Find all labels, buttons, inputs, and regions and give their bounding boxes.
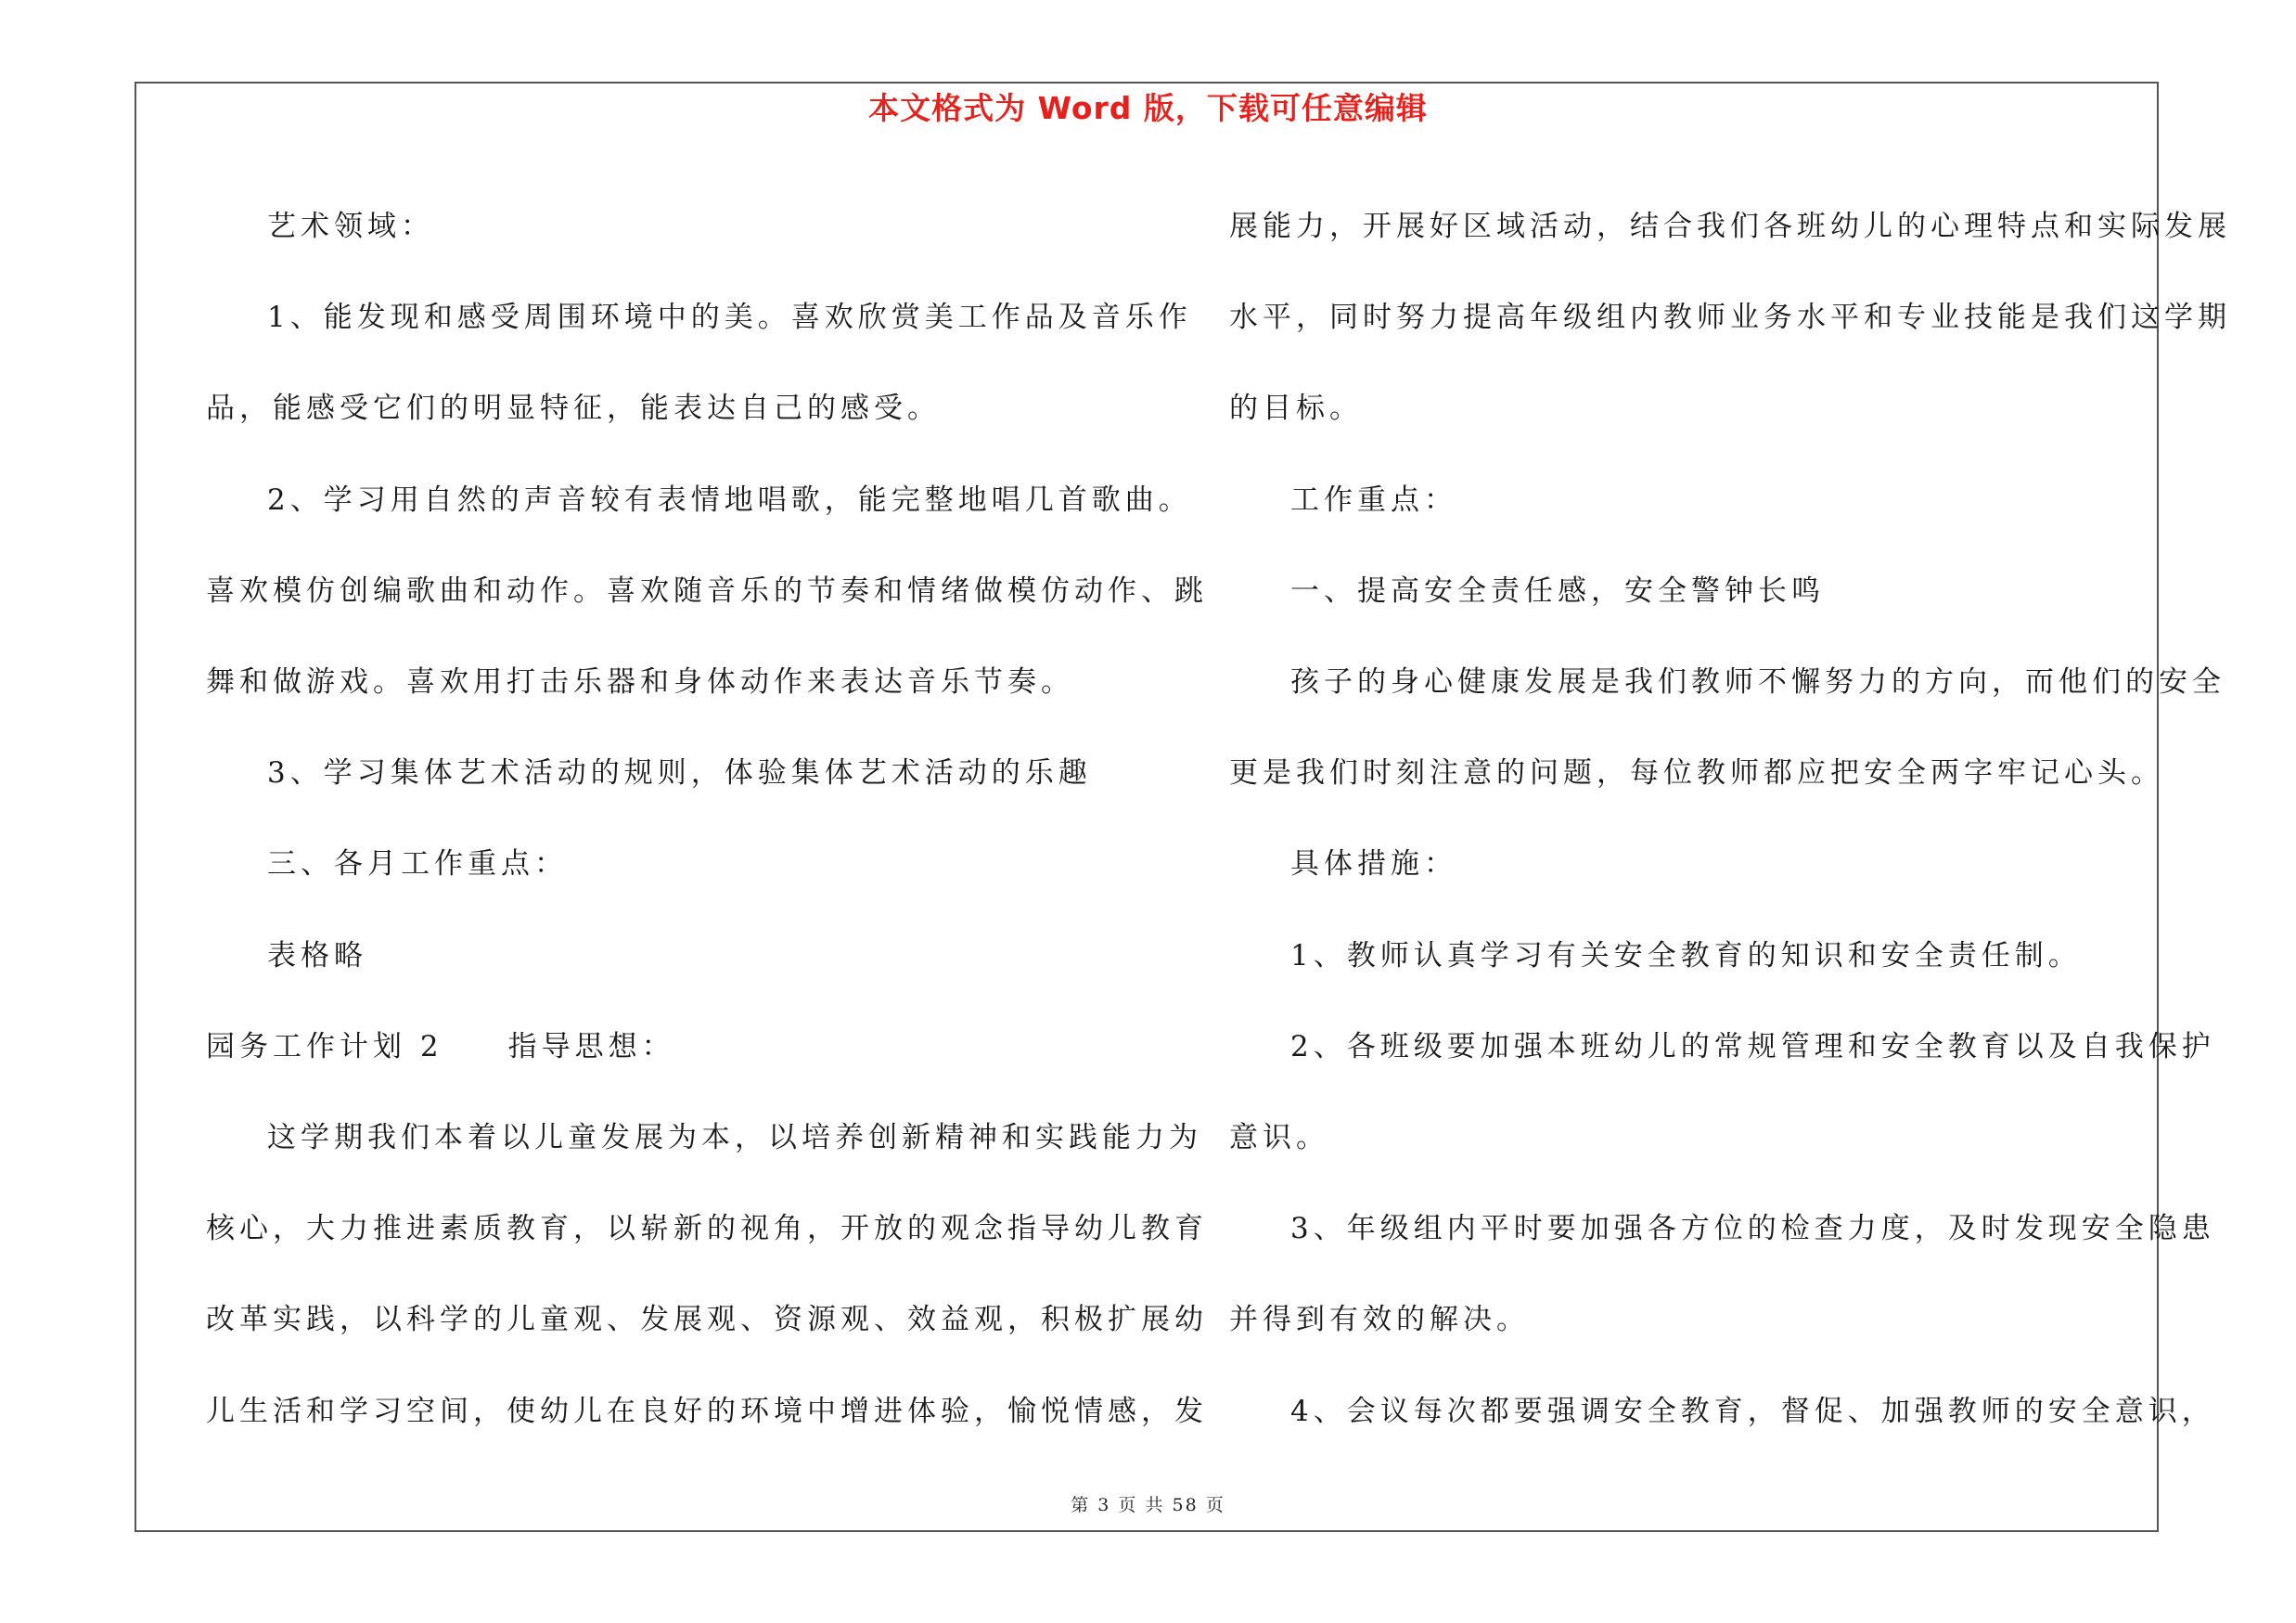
paragraph: 孩子的身心健康发展是我们教师不懈努力的方向，而他们的安全: [1290, 665, 2225, 700]
section-heading: 三、各月工作重点：: [267, 847, 568, 882]
paragraph: 喜欢模仿创编歌曲和动作。喜欢随音乐的节奏和情绪做模仿动作、跳: [206, 573, 1208, 608]
paragraph: 表格略: [267, 938, 367, 973]
page-number-footer: 第 3 页 共 58 页: [1071, 1495, 1225, 1515]
left-column: [206, 181, 1208, 1457]
plan-title: 园务工作计划 2: [206, 1029, 443, 1063]
section-heading: 具体措施：: [1290, 847, 1457, 882]
paragraph: 品，能感受它们的明显特征，能表达自己的感受。: [206, 392, 941, 426]
guiding-thought-heading: 指导思想：: [507, 1029, 675, 1063]
right-column: [1229, 181, 2231, 1457]
paragraph: 意识。: [1229, 1121, 1329, 1155]
paragraph: 核心，大力推进素质教育，以崭新的视角，开放的观念指导幼儿教育: [206, 1212, 1208, 1246]
paragraph: 4、会议每次都要强调安全教育，督促、加强教师的安全意识，: [1290, 1394, 2215, 1428]
paragraph: 3、学习集体艺术活动的规则，体验集体艺术活动的乐趣: [267, 756, 1092, 791]
section-heading: 工作重点：: [1290, 483, 1457, 517]
paragraph: 改革实践，以科学的儿童观、发展观、资源观、效益观，积极扩展幼: [206, 1303, 1208, 1337]
paragraph: 艺术领域：: [267, 210, 434, 243]
paragraph: 这学期我们本着以儿童发展为本，以培养创新精神和实践能力为: [267, 1121, 1202, 1155]
section-heading: 一、提高安全责任感，安全警钟长鸣: [1290, 573, 1825, 608]
plan-title-line: [206, 1001, 1124, 1092]
paragraph: 1、能发现和感受周围环境中的美。喜欢欣赏美工作品及音乐作: [267, 301, 1192, 335]
paragraph: 2、学习用自然的声音较有表情地唱歌，能完整地唱几首歌曲。: [267, 483, 1192, 517]
paragraph: 2、各班级要加强本班幼儿的常规管理和安全教育以及自我保护: [1290, 1029, 2215, 1063]
paragraph: 舞和做游戏。喜欢用打击乐器和身体动作来表达音乐节奏。: [206, 665, 1074, 700]
paragraph: 并得到有效的解决。: [1229, 1303, 1530, 1337]
paragraph: 儿生活和学习空间，使幼儿在良好的环境中增进体验，愉悦情感，发: [206, 1394, 1208, 1428]
paragraph: 的目标。: [1229, 392, 1363, 426]
paragraph: 展能力，开展好区域活动，结合我们各班幼儿的心理特点和实际发展: [1229, 210, 2231, 243]
paragraph: 3、年级组内平时要加强各方位的检查力度，及时发现安全隐患: [1290, 1212, 2215, 1246]
paragraph: 更是我们时刻注意的问题，每位教师都应把安全两字牢记心头。: [1229, 756, 2164, 791]
paragraph: 1、教师认真学习有关安全教育的知识和安全责任制。: [1290, 938, 2082, 973]
paragraph: 水平，同时努力提高年级组内教师业务水平和专业技能是我们这学期: [1229, 301, 2231, 335]
word-format-banner: 本文格式为 Word 版，下载可任意编辑: [868, 90, 1428, 126]
